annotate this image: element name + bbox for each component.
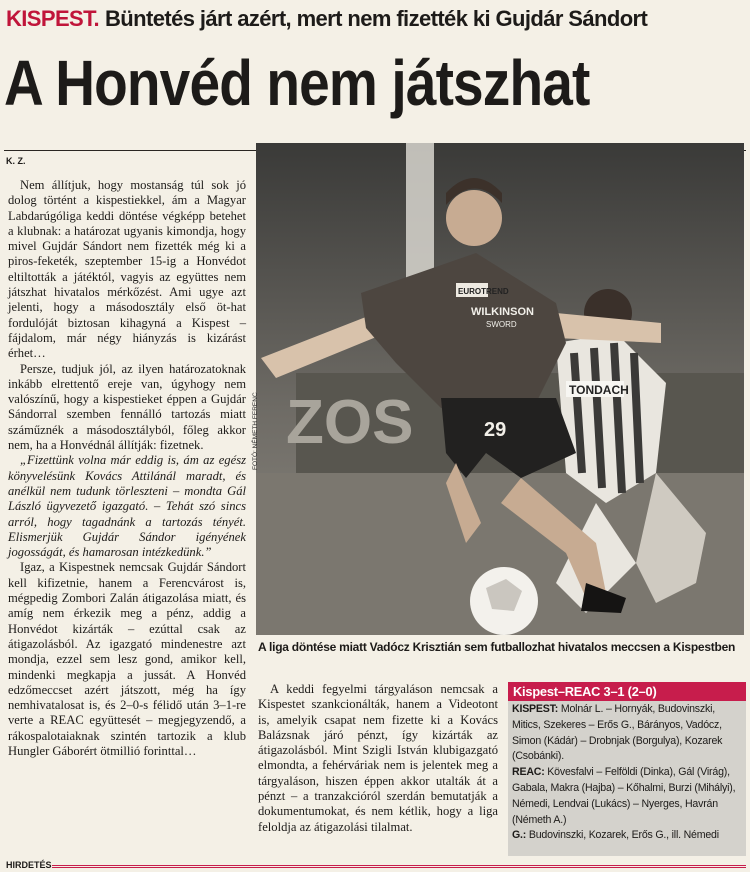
- paragraph: Nem állítjuk, hogy mostanság túl sok jó dolog történt a kispestiekkel, ám a Magyar Labdarúgóliga keddi döntése végképp betehet a klubnak: a határozat ugyanis kimondja, hogy mivel Gujdár Sándort nem fizették még ki a piros-feketék, szeptember 15-ig a Honvédot eltiltották a játéktól, vagyis az együttes nem játszhat hivatalos mérkőzést. Ami ugye azt jelenti, hogy a másodosztály első öt-hat fordulóját biztosan kihagyná a Kispest – fájdalom, már négy hiányzás is kizárást érhet…: [8, 178, 246, 361]
- section-tag: KISPEST.: [6, 6, 100, 31]
- article-column-1: [8, 178, 246, 759]
- reac-lineup: REAC: Kövesfalvi – Felföldi (Dinka), Gál (Virág), Gabala, Makra (Hajba) – Kőhalmi, Burzi (Mihályi), Némedi, Lendvai (Lukács) – Nyerges, Havrán (Németh A.): [512, 766, 736, 826]
- photo-caption: A liga döntése miatt Vadócz Krisztián sem futballozhat hivatalos meccsen a Kispestben: [258, 640, 736, 654]
- kicker-line: [6, 6, 746, 40]
- shirt-sponsor: WILKINSON: [471, 306, 534, 318]
- shirt-sponsor-top: EUROTREND: [458, 287, 509, 296]
- footer-divider: [52, 865, 746, 868]
- match-result-box: [508, 682, 746, 856]
- match-result-body: [508, 701, 746, 845]
- stadium-banner-text: ZOS: [286, 388, 414, 457]
- paragraph: Igaz, a Kispestnek nemcsak Gujdár Sándort kell kifizetnie, hanem a Ferencvárost is, mégpedig Zombori Zalán átigazolása miatt, és amíg nem érkezik meg a pénz, addig a Honvédot kizárták – ezúttal csak az átigazolásból. Az igazgató mindenestre azt mondja, ezzel sem lesz gond, amikor kell, mindenki megkapja a jussát. A Honvéd edzőmeccset azért játszott, még ha így nemhivatalosat is, és 2–0-s félidő után 3–1-re verte a REAC együttesét – megjegyzendő, a rákospalotaiaknak szintén tartozik a klub Hungler Gáborért ötmillió forinttal…: [8, 560, 246, 758]
- article-headline: A Honvéd nem játszhat: [4, 47, 590, 119]
- shirt-sponsor-sub: SWORD: [486, 320, 517, 329]
- byline: K. Z.: [6, 156, 26, 166]
- match-result-title: Kispest–REAC 3–1 (2–0): [508, 682, 746, 701]
- article-column-2: [258, 682, 498, 835]
- goal-scorers: G.: Budovinszki, Kozarek, Erős G., ill. Némedi: [512, 829, 719, 842]
- paragraph: A keddi fegyelmi tárgyaláson nemcsak a Kispestet szankcionálták, hanem a Videotont is, amelyik csapat nem fizette ki a Kovács Balázsnak járó pénzt, így kizárták az átigazolásból. Mint Szigli István klubigazgató elmondta, a fehérváriak nem is jelentek meg a tárgyaláson, hiszen éppen akkor utalták át a pénzt – a tranzakcióról szerdán bemutatják a dokumentumokat, és nem kétlik, hogy a liga feloldja az átigazolási tilalmat.: [258, 682, 498, 834]
- shirt-number: 29: [484, 419, 507, 441]
- opponent-sponsor: TONDACH: [569, 383, 629, 397]
- photo-illustration: [256, 143, 744, 635]
- kispest-lineup: KISPEST: Molnár L. – Hornyák, Budovinszki, Mitics, Szekeres – Erős G., Bárányos, Vadócz, Simon (Kádár) – Drobnjak (Borgulya), Kozarek (Csobánki).: [512, 703, 723, 763]
- advertisement-label: HIRDETÉS: [6, 860, 52, 870]
- quote-paragraph: „Fizettünk volna már eddig is, ám az egész könyvelésünk Kovács Attilánál maradt, és anélkül nem tudunk törleszteni – mondta Gál László ügyvezető igazgató. – Tehát szó sincs arról, hogy tagadnánk a tartozás tényét. Elismerjük Gujdár Sándor igényének jogosságát, és hamarosan intézkedünk.”: [8, 453, 246, 560]
- paragraph: Persze, tudjuk jól, az ilyen határozatoknak inkább elrettentő ereje van, úgyhogy nem valószínű, hogy a kispestieket éppen a Gujdár Sándorral szemben fennálló tartozás miatt száműznék a másodosztályból, főleg akkor nem, ha a Honvédnál állítják: fizetnek.: [8, 361, 246, 453]
- subheadline: Büntetés járt azért, mert nem fizették ki Gujdár Sándort: [105, 6, 648, 31]
- match-photo: [256, 143, 744, 635]
- photo-credit: FOTÓ: NÉMETH FERENC: [252, 392, 259, 470]
